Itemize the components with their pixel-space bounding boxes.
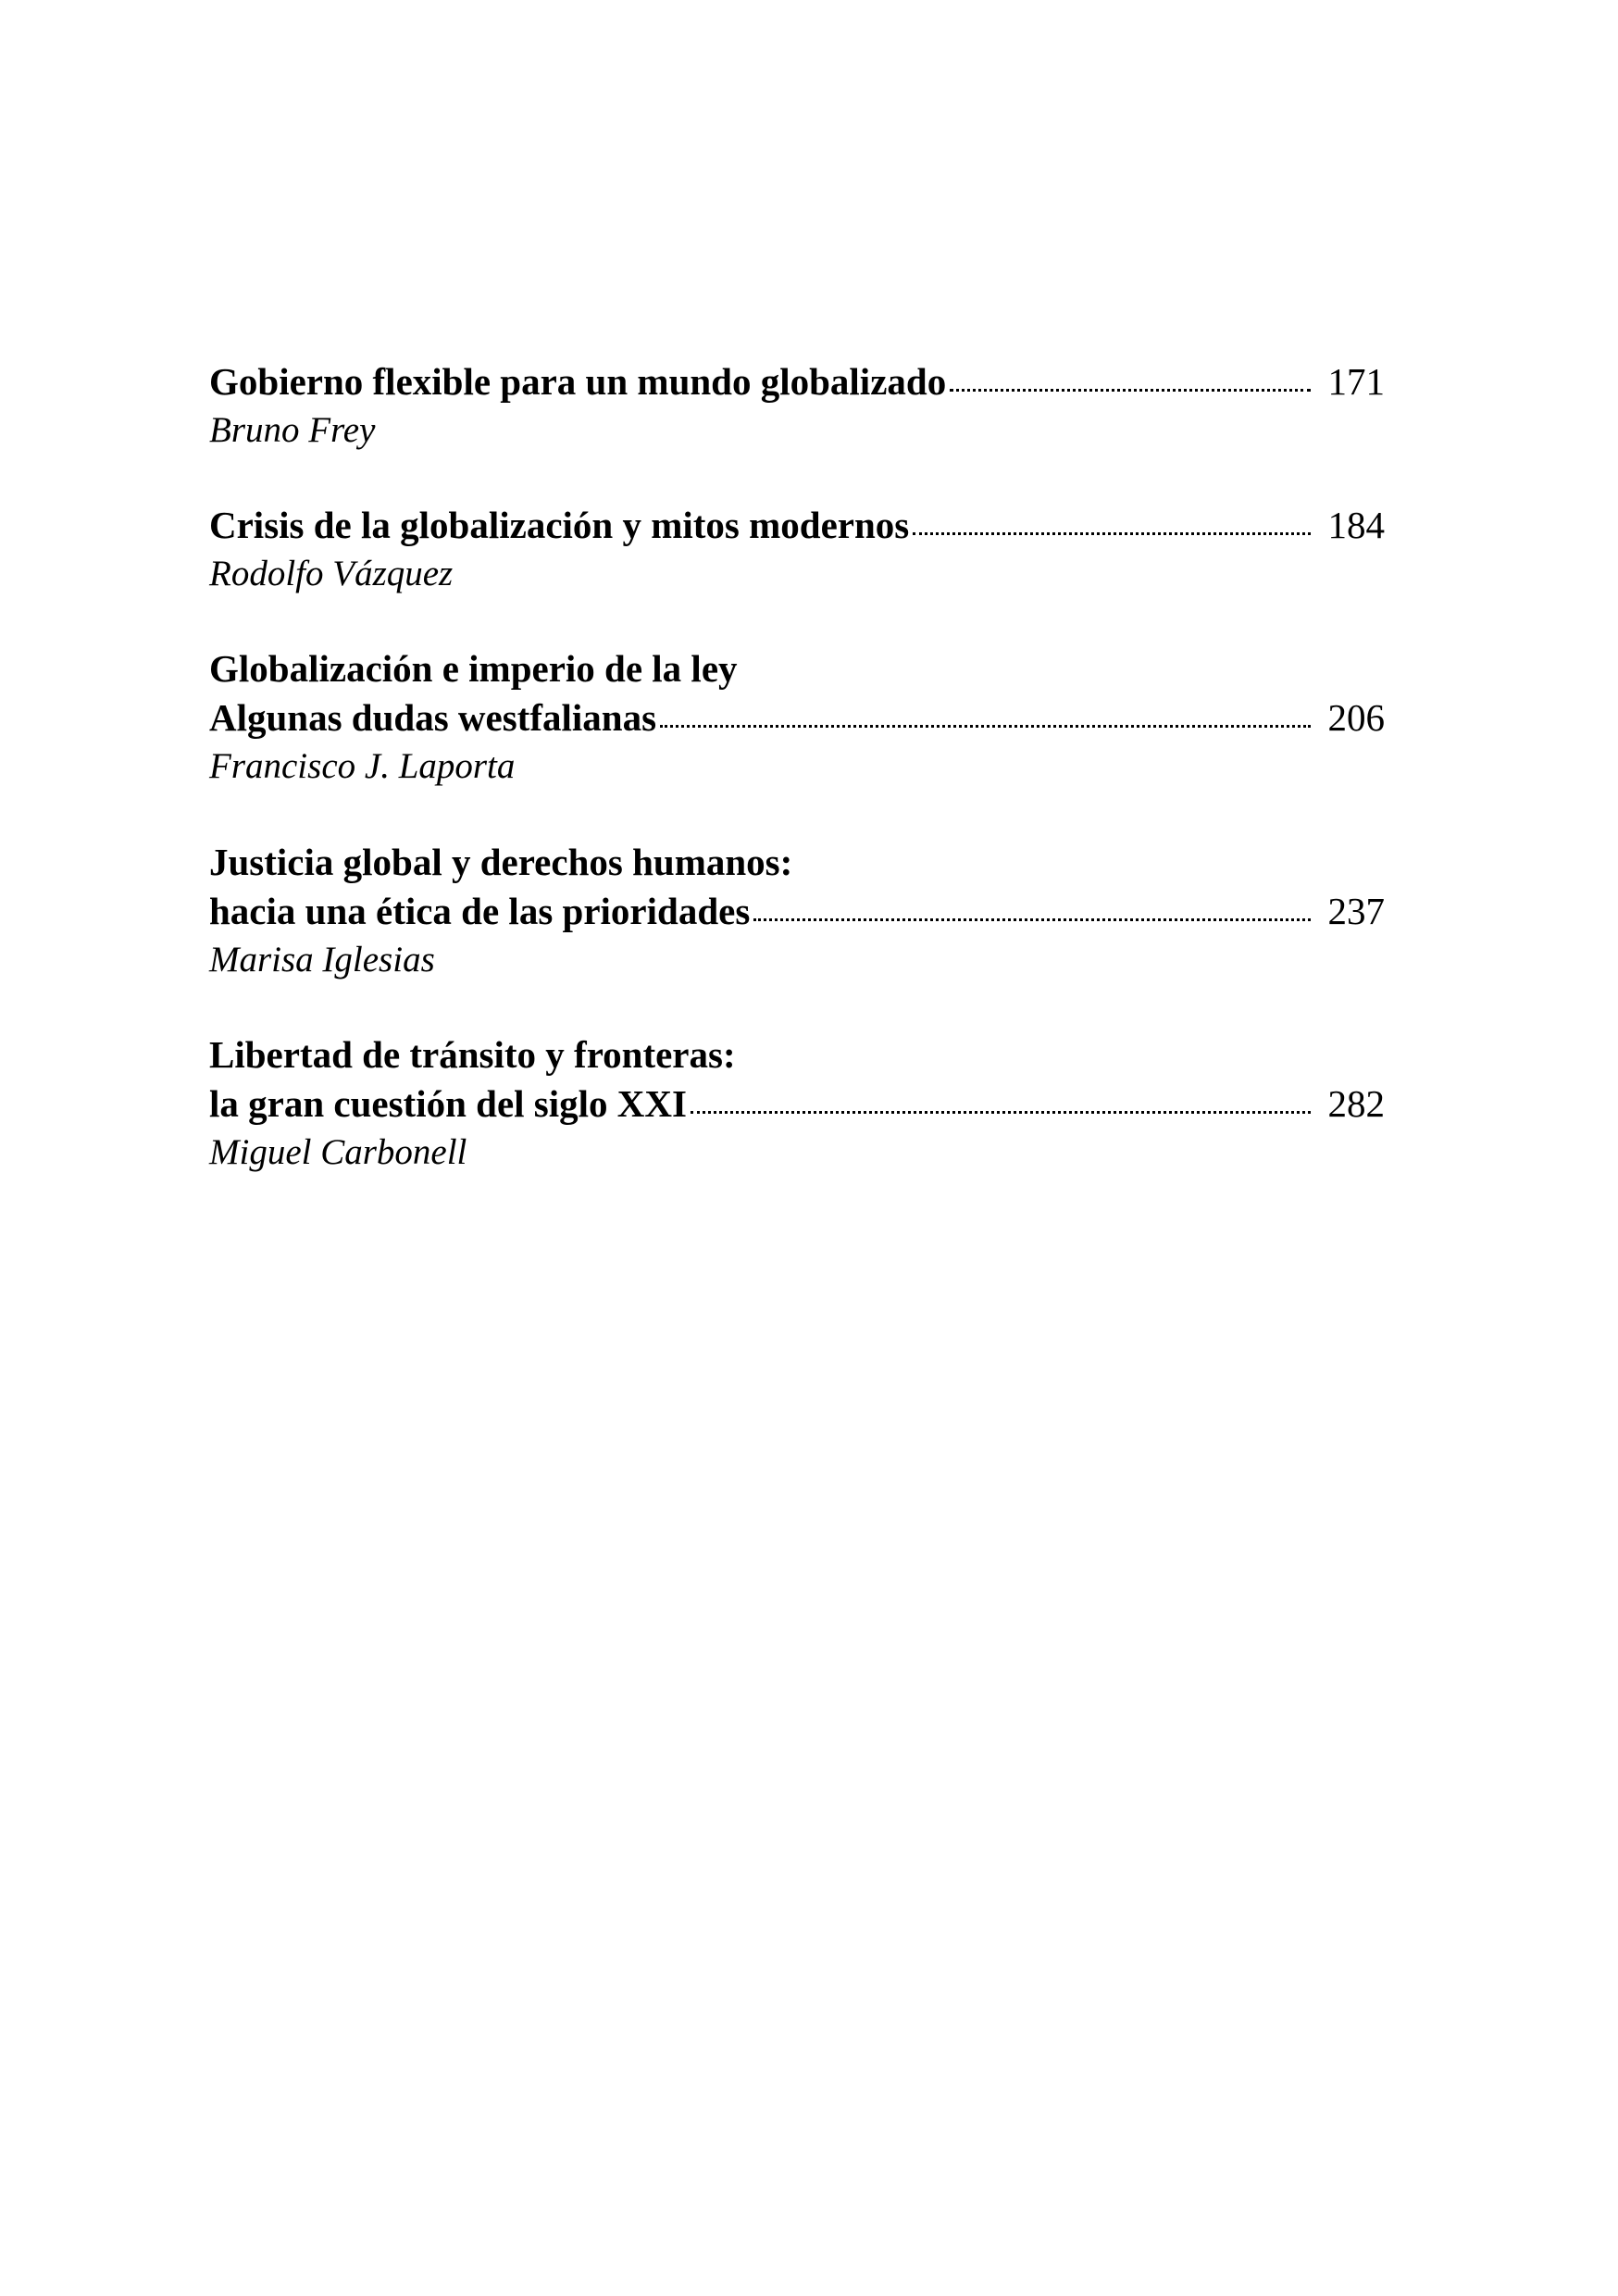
dot-leader — [753, 918, 1311, 921]
toc-entry-title: Gobierno flexible para un mundo globalizado — [209, 360, 947, 403]
table-of-contents — [209, 357, 1385, 1223]
dot-leader — [913, 532, 1311, 535]
toc-entry-author: Marisa Iglesias — [209, 940, 435, 980]
toc-entry — [209, 501, 1385, 598]
toc-page-number: 237 — [1327, 890, 1385, 932]
toc-entry-title: Libertad de tránsito y fronteras: — [209, 1033, 736, 1076]
toc-entry-author: Bruno Frey — [209, 410, 376, 450]
toc-entry — [209, 838, 1385, 984]
toc-page-number: 282 — [1327, 1082, 1385, 1125]
toc-entry-subtitle: Algunas dudas westfalianas — [209, 696, 657, 739]
toc-entry — [209, 644, 1385, 791]
toc-entry-title-line[interactable] — [209, 501, 1385, 550]
toc-page-number: 171 — [1327, 360, 1385, 403]
toc-entry-title-line[interactable] — [209, 1079, 1385, 1129]
toc-entry-title-line[interactable] — [209, 887, 1385, 936]
dot-leader — [660, 725, 1311, 728]
toc-entry — [209, 1030, 1385, 1177]
toc-entry-title: Globalización e imperio de la ley — [209, 647, 738, 690]
toc-entry-author: Rodolfo Vázquez — [209, 554, 454, 593]
toc-entry — [209, 357, 1385, 455]
dot-leader — [691, 1111, 1311, 1114]
toc-page-number: 206 — [1327, 696, 1385, 739]
toc-entry-title: Justicia global y derechos humanos: — [209, 841, 793, 883]
toc-entry-title: Crisis de la globalización y mitos modernos — [209, 504, 910, 546]
toc-entry-subtitle: la gran cuestión del siglo XXI — [209, 1082, 687, 1125]
toc-entry-author: Miguel Carbonell — [209, 1132, 467, 1172]
toc-entry-title-line[interactable] — [209, 693, 1385, 742]
toc-entry-author: Francisco J. Laporta — [209, 746, 516, 786]
toc-entry-title-line[interactable] — [209, 357, 1385, 406]
toc-page-number: 184 — [1327, 504, 1385, 546]
toc-entry-subtitle: hacia una ética de las prioridades — [209, 890, 751, 932]
dot-leader — [950, 389, 1311, 392]
